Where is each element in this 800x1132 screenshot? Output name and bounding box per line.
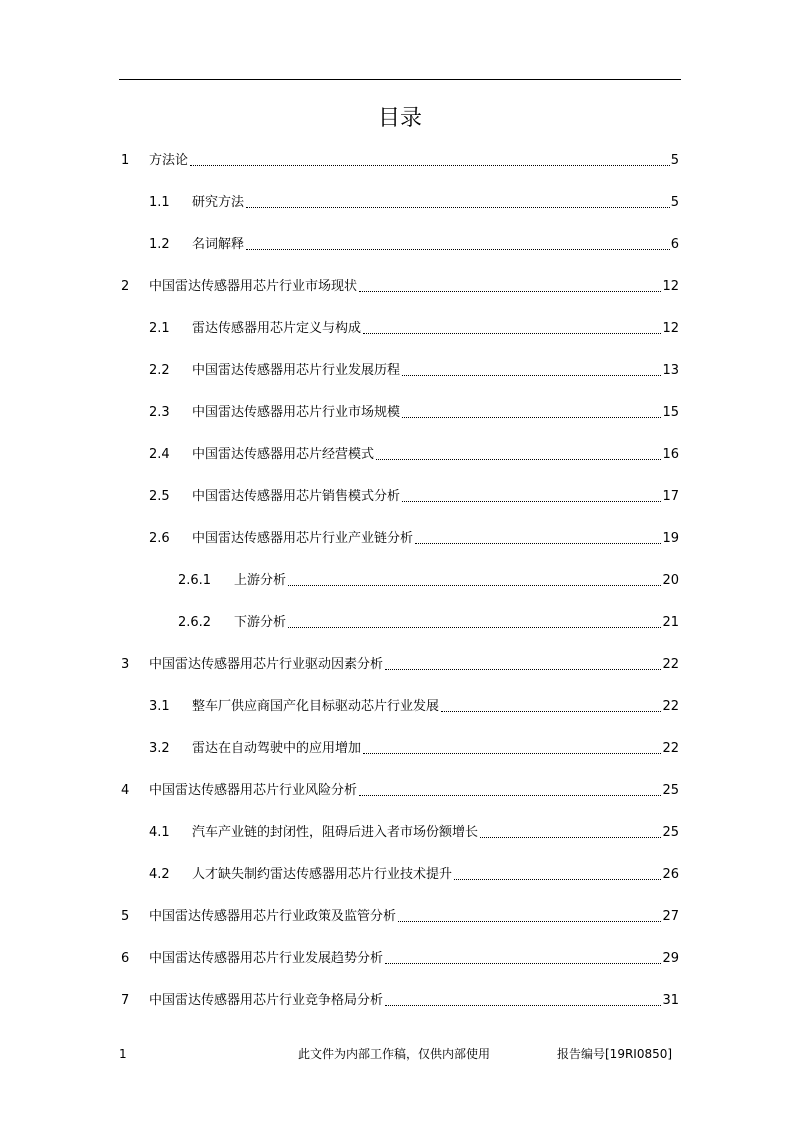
toc-entry-page: 21	[662, 615, 679, 630]
toc-entry-number: 3	[121, 657, 130, 672]
toc-entry-page: 12	[662, 279, 679, 294]
toc-entry-page: 5	[670, 195, 679, 210]
toc-entry-title: 中国雷达传感器用芯片行业驱动因素分析	[149, 657, 384, 672]
toc-entry[interactable]	[149, 486, 679, 506]
toc-entry-title: 中国雷达传感器用芯片行业市场现状	[149, 279, 358, 294]
toc-entry-page: 22	[662, 657, 679, 672]
toc-entry-number: 3.2	[149, 741, 170, 756]
toc-entry-page: 6	[670, 237, 679, 252]
toc-dot-leader	[288, 585, 661, 586]
toc-entry-title: 研究方法	[192, 195, 245, 210]
footer-report-code: 报告编号[19RI0850]	[557, 1047, 673, 1061]
footer-page-number: 1	[119, 1047, 127, 1061]
toc-entry-title: 人才缺失制约雷达传感器用芯片行业技术提升	[192, 867, 453, 882]
toc-entry[interactable]	[178, 570, 679, 590]
toc-entry-title: 中国雷达传感器用芯片销售模式分析	[192, 489, 401, 504]
toc-dot-leader	[385, 963, 661, 964]
toc-entry-page: 15	[662, 405, 679, 420]
toc-entry-number: 6	[121, 951, 130, 966]
toc-entry[interactable]	[121, 948, 679, 968]
toc-entry-page: 27	[662, 909, 679, 924]
toc-entry-number: 2.4	[149, 447, 170, 462]
toc-dot-leader	[363, 753, 661, 754]
toc-entry-title: 中国雷达传感器用芯片行业竞争格局分析	[149, 993, 384, 1008]
toc-dot-leader	[402, 375, 661, 376]
toc-entry-number: 3.1	[149, 699, 170, 714]
toc-entry-title: 中国雷达传感器用芯片行业发展趋势分析	[149, 951, 384, 966]
toc-entry-number: 4	[121, 783, 130, 798]
toc-entry-number: 2	[121, 279, 130, 294]
toc-entry-page: 5	[670, 153, 679, 168]
toc-entry[interactable]	[149, 696, 679, 716]
toc-entry-page: 17	[662, 489, 679, 504]
toc-dot-leader	[288, 627, 661, 628]
toc-entry[interactable]	[149, 738, 679, 758]
toc-dot-leader	[441, 711, 661, 712]
toc-entry-title: 中国雷达传感器用芯片行业政策及监管分析	[149, 909, 397, 924]
toc-entry-title: 上游分析	[234, 573, 287, 588]
toc-entry[interactable]	[149, 528, 679, 548]
toc-dot-leader	[246, 249, 670, 250]
toc-entry-page: 25	[662, 783, 679, 798]
toc-dot-leader	[246, 207, 670, 208]
toc-entry-page: 26	[662, 867, 679, 882]
toc-entry-number: 2.6.1	[178, 573, 212, 588]
toc-entry-number: 2.6.2	[178, 615, 212, 630]
toc-entry[interactable]	[121, 990, 679, 1010]
toc-entry-title: 雷达传感器用芯片定义与构成	[192, 321, 362, 336]
toc-dot-leader	[376, 459, 661, 460]
toc-entry-title: 中国雷达传感器用芯片经营模式	[192, 447, 375, 462]
toc-entry-number: 2.2	[149, 363, 170, 378]
toc-entry-title: 下游分析	[234, 615, 287, 630]
toc-entry[interactable]	[121, 906, 679, 926]
toc-dot-leader	[415, 543, 661, 544]
toc-entry-title: 汽车产业链的封闭性，阻碍后进入者市场份额增长	[192, 825, 479, 840]
toc-entry-page: 22	[662, 741, 679, 756]
toc-dot-leader	[385, 1005, 661, 1006]
toc-entry-number: 2.1	[149, 321, 170, 336]
toc-entry[interactable]	[149, 360, 679, 380]
toc-entry[interactable]	[178, 612, 679, 632]
toc-entry-title: 中国雷达传感器用芯片行业产业链分析	[192, 531, 414, 546]
toc-entry[interactable]	[149, 318, 679, 338]
toc-entry-number: 4.1	[149, 825, 170, 840]
toc-entry-title: 中国雷达传感器用芯片行业市场规模	[192, 405, 401, 420]
toc-dot-leader	[402, 417, 661, 418]
toc-entry-page: 13	[662, 363, 679, 378]
toc-entry[interactable]	[121, 150, 679, 170]
toc-entry-number: 1.1	[149, 195, 170, 210]
toc-entry-number: 2.3	[149, 405, 170, 420]
toc-dot-leader	[363, 333, 661, 334]
toc-entry-page: 22	[662, 699, 679, 714]
toc-entry-number: 2.5	[149, 489, 170, 504]
toc-entry-title: 方法论	[149, 153, 189, 168]
toc-dot-leader	[454, 879, 661, 880]
toc-entry-number: 7	[121, 993, 130, 1008]
toc-entry-page: 20	[662, 573, 679, 588]
toc-dot-leader	[190, 165, 670, 166]
toc-entry-title: 中国雷达传感器用芯片行业风险分析	[149, 783, 358, 798]
toc-dot-leader	[359, 291, 661, 292]
toc-entry[interactable]	[121, 780, 679, 800]
toc-entry[interactable]	[149, 822, 679, 842]
toc-dot-leader	[359, 795, 661, 796]
toc-entry-number: 1.2	[149, 237, 170, 252]
toc-entry-page: 25	[662, 825, 679, 840]
toc-entry-number: 4.2	[149, 867, 170, 882]
toc-entry[interactable]	[121, 654, 679, 674]
toc-entry-number: 2.6	[149, 531, 170, 546]
toc-entry[interactable]	[149, 444, 679, 464]
toc-entry-title: 名词解释	[192, 237, 245, 252]
toc-entry[interactable]	[149, 402, 679, 422]
toc-entry-page: 19	[662, 531, 679, 546]
toc-entry-page: 12	[662, 321, 679, 336]
toc-entry-page: 29	[662, 951, 679, 966]
toc-entry-title: 整车厂供应商国产化目标驱动芯片行业发展	[192, 699, 440, 714]
toc-entry-page: 16	[662, 447, 679, 462]
toc-entry-number: 5	[121, 909, 130, 924]
toc-dot-leader	[398, 921, 661, 922]
toc-entry[interactable]	[121, 276, 679, 296]
toc-entry[interactable]	[149, 864, 679, 884]
page-title: 目录	[377, 106, 422, 131]
toc-entry-page: 31	[662, 993, 679, 1008]
toc-entry-title: 中国雷达传感器用芯片行业发展历程	[192, 363, 401, 378]
toc-dot-leader	[480, 837, 661, 838]
toc-entry[interactable]	[149, 192, 679, 212]
toc-dot-leader	[385, 669, 661, 670]
toc-entry[interactable]	[149, 234, 679, 254]
footer-confidential-note: 此文件为内部工作稿，仅供内部使用	[298, 1047, 491, 1061]
toc-entry-number: 1	[121, 153, 130, 168]
toc-entry-title: 雷达在自动驾驶中的应用增加	[192, 741, 362, 756]
toc-dot-leader	[402, 501, 661, 502]
